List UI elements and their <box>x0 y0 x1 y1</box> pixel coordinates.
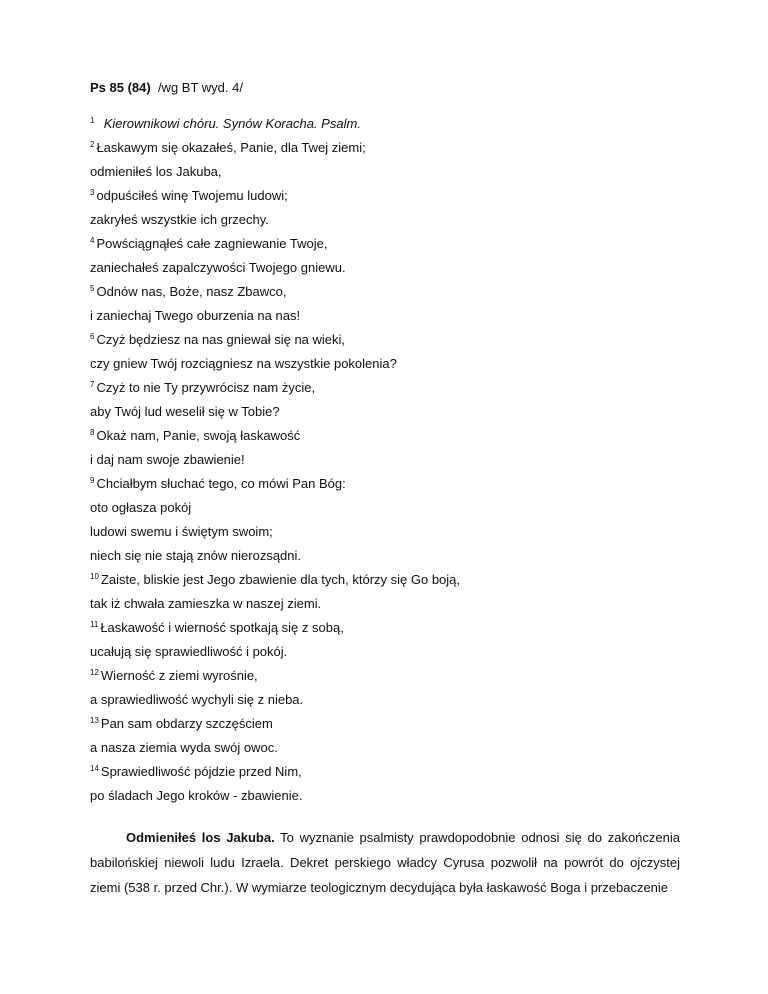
verse-text: Chciałbym słuchać tego, co mówi Pan Bóg: <box>96 476 346 491</box>
verse-line <box>90 208 690 232</box>
verse-number: 4 <box>90 235 95 245</box>
verse-number: 1 <box>90 115 95 125</box>
verse-number: 8 <box>90 427 95 437</box>
verse-text: Zaiste, bliskie jest Jego zbawienie dla tych, którzy się Go boją, <box>100 572 461 587</box>
verse-text: a nasza ziemia wyda swój owoc. <box>90 740 278 755</box>
verse-line <box>90 496 690 520</box>
verse-line <box>90 760 690 784</box>
verse-line <box>90 616 690 640</box>
verse-number: 10 <box>90 571 99 581</box>
verse-line <box>90 328 690 352</box>
verse-text: zaniechałeś zapalczywości Twojego gniewu. <box>90 260 346 275</box>
verse-text: i zaniechaj Twego oburzenia na nas! <box>90 308 301 323</box>
verse-line <box>90 472 690 496</box>
verse-text: Odnów nas, Boże, nasz Zbawco, <box>96 284 287 299</box>
verse-text: zakryłeś wszystkie ich grzechy. <box>90 212 269 227</box>
verse-number: 7 <box>90 379 95 389</box>
verse-line <box>90 448 690 472</box>
verse-line <box>90 280 690 304</box>
verse-number: 11 <box>90 619 99 629</box>
verse-number: 13 <box>90 715 99 725</box>
verse-text: Czyż będziesz na nas gniewał się na wieki, <box>96 332 346 347</box>
verse-text: odmieniłeś los Jakuba, <box>90 164 222 179</box>
verse-line <box>90 256 690 280</box>
verse-text: a sprawiedliwość wychyli się z nieba. <box>90 692 304 707</box>
psalm-heading-source: /wg BT wyd. 4/ <box>157 80 243 95</box>
psalm-heading <box>90 80 243 95</box>
verse-text: Łaskawym się okazałeś, Panie, dla Twej ziemi; <box>96 140 366 155</box>
verse-text: oto ogłasza pokój <box>90 500 192 515</box>
verse-text: po śladach Jego kroków - zbawienie. <box>90 788 303 803</box>
verse-line <box>90 136 690 160</box>
verse-line <box>90 352 690 376</box>
verse-line <box>90 376 690 400</box>
commentary-text: To wyznanie psalmisty prawdopodobnie odnosi się do zakończenia babilońskiej niewoli ludu Izraela. Dekret perskiego władcy Cyrusa pozwolił na powrót do ojczystej ziemi (538 r. przed Chr.). W wymiarze teologicznym decydująca była łaskawość Boga i przebaczenie <box>90 830 680 895</box>
verse-text: odpuściłeś winę Twojemu ludowi; <box>96 188 288 203</box>
commentary-paragraph <box>90 825 680 900</box>
verse-line <box>90 664 690 688</box>
verse-text: Czyż to nie Ty przywrócisz nam życie, <box>96 380 316 395</box>
verse-number: 2 <box>90 139 95 149</box>
verse-line <box>90 736 690 760</box>
verse-line <box>90 688 690 712</box>
verse-line <box>90 520 690 544</box>
psalm-text <box>90 112 690 808</box>
verse-line <box>90 400 690 424</box>
verse-number: 12 <box>90 667 99 677</box>
verse-line <box>90 112 690 136</box>
verse-text: tak iż chwała zamieszka w naszej ziemi. <box>90 596 322 611</box>
verse-line <box>90 568 690 592</box>
verse-line <box>90 592 690 616</box>
verse-number: 5 <box>90 283 95 293</box>
verse-line <box>90 640 690 664</box>
verse-text: aby Twój lud weselił się w Tobie? <box>90 404 280 419</box>
verse-line <box>90 544 690 568</box>
verse-number: 3 <box>90 187 95 197</box>
verse-text: Pan sam obdarzy szczęściem <box>100 716 273 731</box>
verse-text: Wierność z ziemi wyrośnie, <box>100 668 258 683</box>
verse-text: ucałują się sprawiedliwość i pokój. <box>90 644 288 659</box>
verse-number: 9 <box>90 475 95 485</box>
verse-line <box>90 160 690 184</box>
verse-text: czy gniew Twój rozciągniesz na wszystkie pokolenia? <box>90 356 397 371</box>
verse-line <box>90 232 690 256</box>
commentary-lead: Odmieniłeś los Jakuba. <box>126 830 275 845</box>
verse-text: Sprawiedliwość pójdzie przed Nim, <box>100 764 302 779</box>
verse-text: ludowi swemu i świętym swoim; <box>90 524 273 539</box>
verse-text: Okaż nam, Panie, swoją łaskawość <box>96 428 301 443</box>
verse-line <box>90 712 690 736</box>
verse-line <box>90 784 690 808</box>
verse-text: Powściągnąłeś całe zagniewanie Twoje, <box>96 236 328 251</box>
verse-line <box>90 424 690 448</box>
verse-text: niech się nie stają znów nierozsądni. <box>90 548 302 563</box>
verse-text: Kierownikowi chóru. Synów Koracha. Psalm. <box>103 116 361 131</box>
psalm-heading-title: Ps 85 (84) <box>90 80 151 95</box>
verse-text: Łaskawość i wierność spotkają się z sobą, <box>100 620 344 635</box>
verse-line <box>90 184 690 208</box>
verse-number: 6 <box>90 331 95 341</box>
verse-text: i daj nam swoje zbawienie! <box>90 452 245 467</box>
verse-number: 14 <box>90 763 99 773</box>
verse-line <box>90 304 690 328</box>
